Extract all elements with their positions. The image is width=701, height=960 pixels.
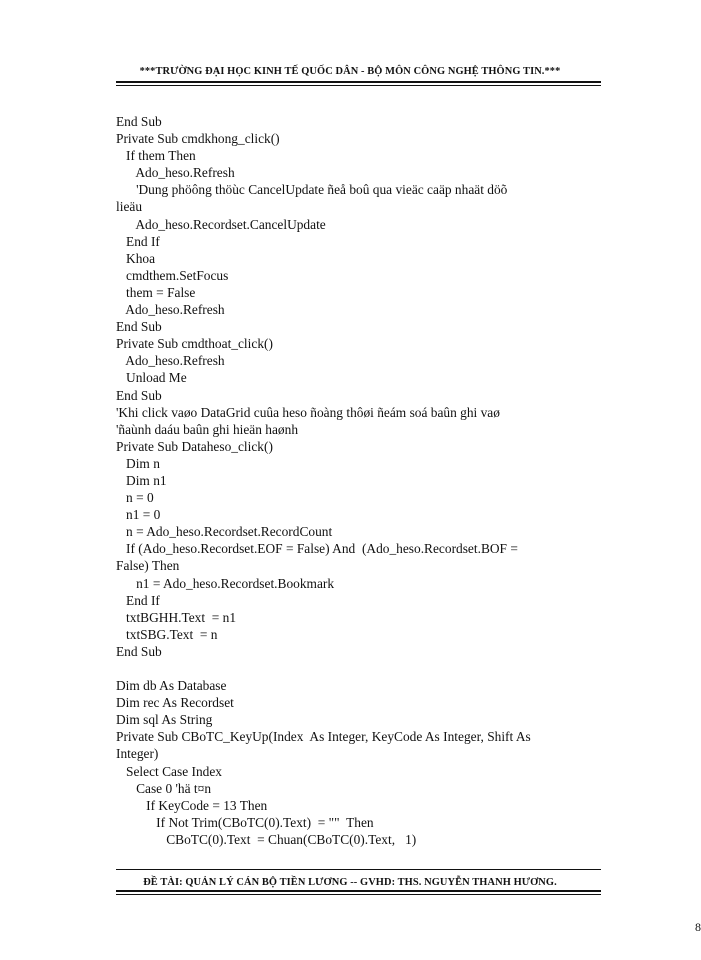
footer-rule-thick: [116, 890, 601, 892]
code-line: Select Case Index: [116, 763, 222, 779]
code-line: Unload Me: [116, 370, 187, 386]
footer-rule-top: [116, 869, 601, 870]
code-line: txtSBG.Text = n: [116, 626, 218, 642]
code-line: If Not Trim(CBoTC(0).Text) = "" Then: [116, 814, 374, 830]
code-line: Private Sub cmdkhong_click(): [116, 131, 280, 147]
code-line: Private Sub cmdthoat_click(): [116, 336, 273, 352]
code-line: Integer): [116, 746, 159, 762]
code-line: Case 0 'hä t¤n: [116, 780, 212, 796]
code-line: lieäu: [116, 199, 143, 215]
code-line: txtBGHH.Text = n1: [116, 609, 237, 625]
code-line: Dim sql As String: [116, 712, 213, 728]
code-line: Private Sub CBoTC_KeyUp(Index As Integer, KeyCode As Integer, Shift As: [116, 729, 531, 745]
code-block: [116, 113, 601, 848]
code-line: Dim rec As Recordset: [116, 695, 234, 711]
code-line: Private Sub Dataheso_click(): [116, 438, 273, 454]
code-line: them = False: [116, 284, 196, 300]
code-line: False) Then: [116, 558, 180, 574]
code-line: If them Then: [116, 148, 196, 164]
code-line: End Sub: [116, 387, 162, 403]
code-line: Ado_heso.Refresh: [116, 302, 225, 318]
code-line: Dim n: [116, 455, 160, 471]
code-line: CBoTC(0).Text = Chuan(CBoTC(0).Text, 1): [116, 831, 417, 847]
code-line: Dim db As Database: [116, 678, 227, 694]
header-rule-thin: [116, 85, 601, 86]
code-line: n1 = 0: [116, 507, 161, 523]
code-line: 'ñaùnh daáu baûn ghi hieän haønh: [116, 421, 299, 437]
code-line: End If: [116, 592, 160, 608]
footer-rule-thin: [116, 894, 601, 895]
code-line: Ado_heso.Refresh: [116, 353, 225, 369]
code-line: n = 0: [116, 490, 154, 506]
page-number: 8: [695, 920, 701, 934]
code-line: Khoa: [116, 250, 156, 266]
code-line: Ado_heso.Recordset.CancelUpdate: [116, 216, 326, 232]
code-line: n1 = Ado_heso.Recordset.Bookmark: [116, 575, 335, 591]
page-header: ***TRƯỜNG ĐẠI HỌC KINH TẾ QUỐC DÂN - BỘ MÔN CÔNG NGHỆ THÔNG TIN.***: [139, 66, 561, 77]
code-line: Ado_heso.Refresh: [116, 165, 235, 181]
code-line: If KeyCode = 13 Then: [116, 797, 268, 813]
code-line: 'Dung phöông thöùc CancelUpdate ñeå boû qua vieäc caäp nhaät döõ: [116, 182, 508, 198]
header-rule-thick: [116, 81, 601, 83]
code-line: n = Ado_heso.Recordset.RecordCount: [116, 524, 333, 540]
page-footer: ĐỀ TÀI: QUẢN LÝ CÁN BỘ TIỀN LƯƠNG -- GVHD: THS. NGUYỄN THANH HƯƠNG.: [143, 877, 557, 888]
code-line: End If: [116, 233, 160, 249]
code-line: If (Ado_heso.Recordset.EOF = False) And (Ado_heso.Recordset.BOF =: [116, 541, 518, 557]
code-line: [116, 660, 601, 677]
code-line: cmdthem.SetFocus: [116, 267, 229, 283]
code-line: End Sub: [116, 643, 162, 659]
code-line: End Sub: [116, 319, 162, 335]
code-line: End Sub: [116, 114, 162, 129]
code-line: Dim n1: [116, 472, 167, 488]
code-line: 'Khi click vaøo DataGrid cuûa heso ñoàng thôøi ñeám soá baûn ghi vaø: [116, 404, 500, 420]
